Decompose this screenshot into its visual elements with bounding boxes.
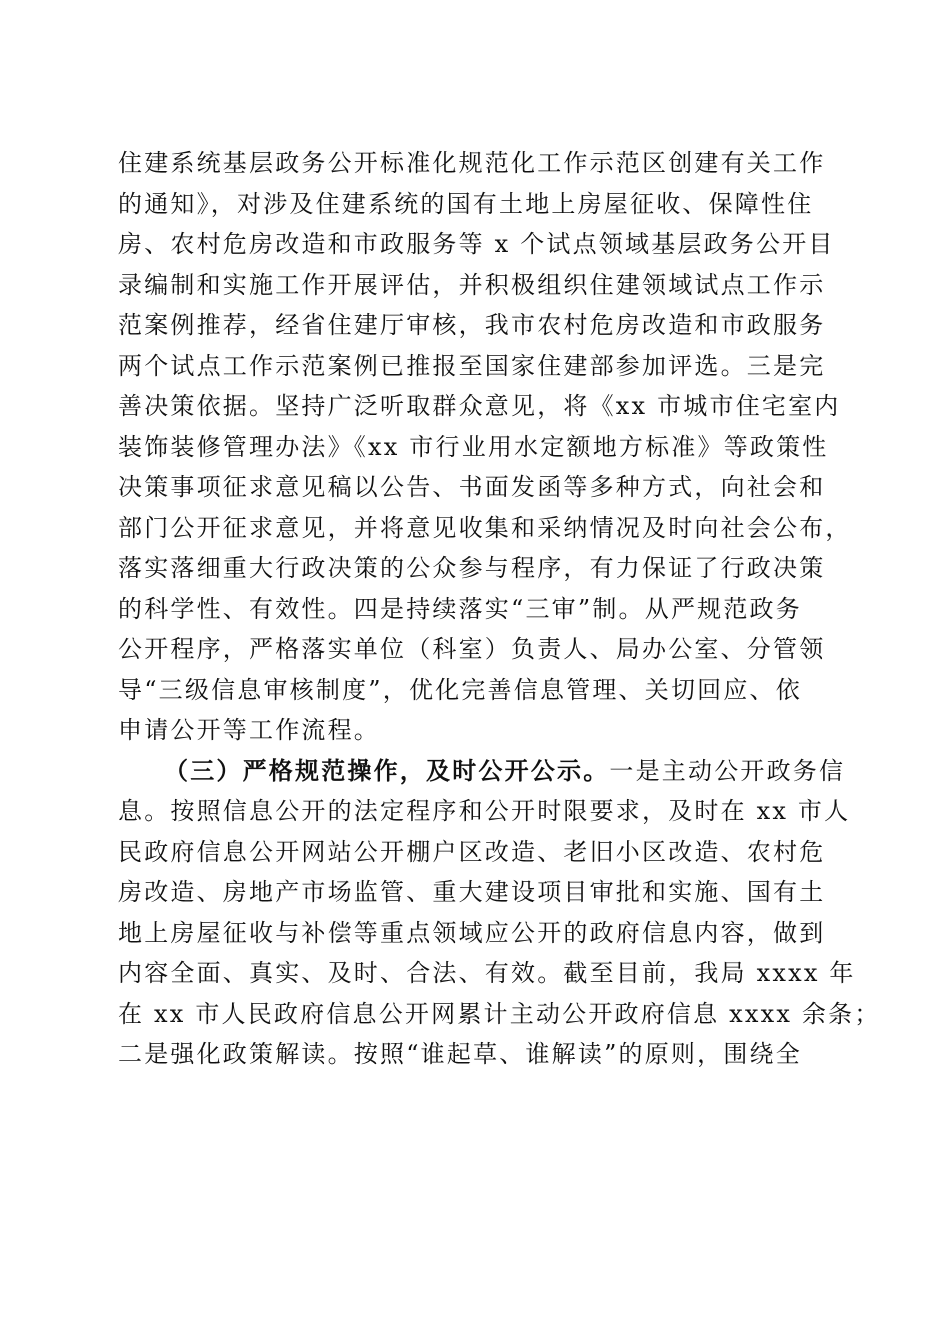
text-line: 导“三级信息审核制度”，优化完善信息管理、关切回应、依 — [118, 675, 802, 704]
text-line: 公开程序，严格落实单位（科室）负责人、局办公室、分管领 — [118, 635, 826, 663]
text-line: 二是强化政策解读。按照“谁起草、谁解读”的原则，围绕全 — [118, 1040, 802, 1068]
text-line: 内容全面、真实、及时、合法、有效。截至目前，我局 xxxx 年 — [118, 959, 856, 987]
section-first-line — [118, 751, 846, 792]
text-line: 善决策依据。坚持广泛听取群众意见，将《xx 市城市住宅室内 — [118, 392, 841, 420]
text-line: 的科学性、有效性。四是持续落实“三审”制。从严规范政务 — [118, 594, 802, 623]
text-line: 息。按照信息公开的法定程序和公开时限要求，及时在 xx 市人 — [118, 797, 851, 825]
text-line: 范案例推荐，经省住建厅审核，我市农村危房改造和市政服务 — [118, 311, 826, 339]
text-line: 在 xx 市人民政府信息公开网累计主动公开政府信息 xxxx 余条； — [118, 999, 881, 1028]
text-line: 申请公开等工作流程。 — [118, 716, 380, 744]
text-line: 落实落细重大行政决策的公众参与程序，有力保证了行政决策 — [118, 554, 826, 582]
text-line: 装饰装修管理办法》《xx 市行业用水定额地方标准》等政策性 — [118, 432, 829, 461]
text-line: 房改造、房地产市场监管、重大建设项目审批和实施、国有土 — [118, 878, 826, 906]
text-line: 住建系统基层政务公开标准化规范化工作示范区创建有关工作 — [118, 149, 826, 177]
text-line: 的通知》，对涉及住建系统的国有土地上房屋征收、保障性住 — [118, 189, 814, 218]
body-text — [118, 143, 881, 1075]
text-line: 决策事项征求意见稿以公告、书面发函等多种方式，向社会和 — [118, 473, 826, 501]
section-first-line-text: 一是主动公开政务信 — [609, 756, 846, 785]
text-line: 录编制和实施工作开展评估，并积极组织住建领域试点工作示 — [118, 270, 826, 299]
text-line: 房、农村危房改造和市政服务等 x 个试点领域基层政务公开目 — [118, 230, 835, 258]
text-line: 部门公开征求意见，并将意见收集和采纳情况及时向社会公布， — [118, 513, 852, 542]
text-line: 民政府信息公开网站公开棚户区改造、老旧小区改造、农村危 — [118, 837, 826, 866]
section-heading: （三）严格规范操作，及时公开公示。 — [164, 755, 610, 785]
text-line: 两个试点工作示范案例已推报至国家住建部参加评选。三是完 — [118, 351, 826, 380]
text-line: 地上房屋征收与补偿等重点领域应公开的政府信息内容，做到 — [118, 918, 826, 947]
